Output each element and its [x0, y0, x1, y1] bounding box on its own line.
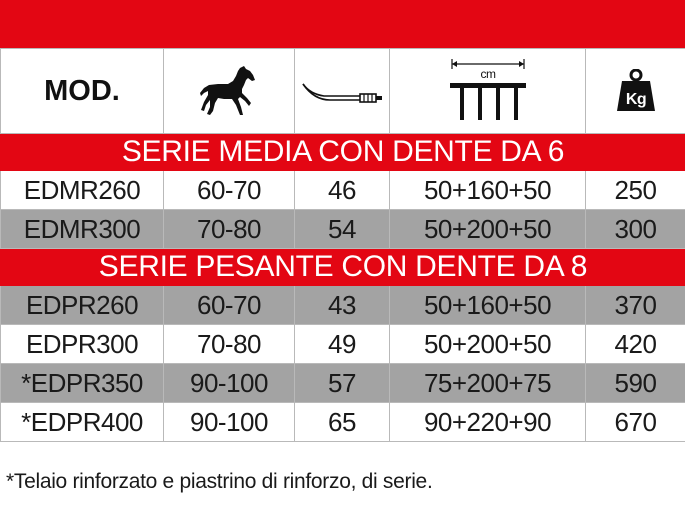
cell-model: EDPR260	[1, 286, 164, 325]
cell-tines: 43	[295, 286, 390, 325]
width-unit-label: cm	[480, 67, 495, 81]
cell-hp: 60-70	[164, 286, 295, 325]
top-red-bar	[0, 0, 685, 48]
table-row	[1, 325, 685, 364]
section-title: SERIE MEDIA CON DENTE DA 6	[1, 134, 685, 171]
header-tines	[295, 49, 390, 134]
cell-hp: 90-100	[164, 403, 295, 442]
tine-icon	[300, 80, 384, 106]
cell-width: 50+200+50	[390, 325, 586, 364]
cell-hp: 70-80	[164, 210, 295, 249]
cell-tines: 49	[295, 325, 390, 364]
cell-width: 50+200+50	[390, 210, 586, 249]
cell-weight: 590	[586, 364, 685, 403]
cell-tines: 65	[295, 403, 390, 442]
cell-width: 50+160+50	[390, 171, 586, 210]
cell-weight: 250	[586, 171, 685, 210]
cell-model: EDMR300	[1, 210, 164, 249]
cell-hp: 70-80	[164, 325, 295, 364]
section-header-media	[1, 134, 685, 171]
weight-unit-label: Kg	[625, 91, 646, 108]
table-row	[1, 286, 685, 325]
cell-weight: 420	[586, 325, 685, 364]
cell-weight: 370	[586, 286, 685, 325]
cell-width: 90+220+90	[390, 403, 586, 442]
header-weight	[586, 49, 685, 134]
spec-table	[0, 48, 685, 442]
table-row	[1, 364, 685, 403]
cell-model: EDMR260	[1, 171, 164, 210]
table-header-row	[1, 49, 685, 134]
table-row	[1, 171, 685, 210]
header-width	[390, 49, 586, 134]
table-row	[1, 403, 685, 442]
cell-model: *EDPR350	[1, 364, 164, 403]
cell-tines: 54	[295, 210, 390, 249]
cell-weight: 670	[586, 403, 685, 442]
section-header-pesante	[1, 249, 685, 286]
section-title: SERIE PESANTE CON DENTE DA 8	[1, 249, 685, 286]
footnote: *Telaio rinforzato e piastrino di rinforzo, di serie.	[6, 470, 433, 493]
header-model: MOD.	[1, 49, 164, 134]
cell-model: *EDPR400	[1, 403, 164, 442]
header-horsepower	[164, 49, 295, 134]
width-cm-icon	[448, 56, 528, 126]
cell-model: EDPR300	[1, 325, 164, 364]
cell-hp: 60-70	[164, 171, 295, 210]
cell-tines: 57	[295, 364, 390, 403]
cell-weight: 300	[586, 210, 685, 249]
cell-hp: 90-100	[164, 364, 295, 403]
table-row	[1, 210, 685, 249]
horse-icon	[200, 65, 258, 117]
cell-width: 75+200+75	[390, 364, 586, 403]
cell-tines: 46	[295, 171, 390, 210]
weight-kg-icon	[616, 69, 656, 113]
cell-width: 50+160+50	[390, 286, 586, 325]
